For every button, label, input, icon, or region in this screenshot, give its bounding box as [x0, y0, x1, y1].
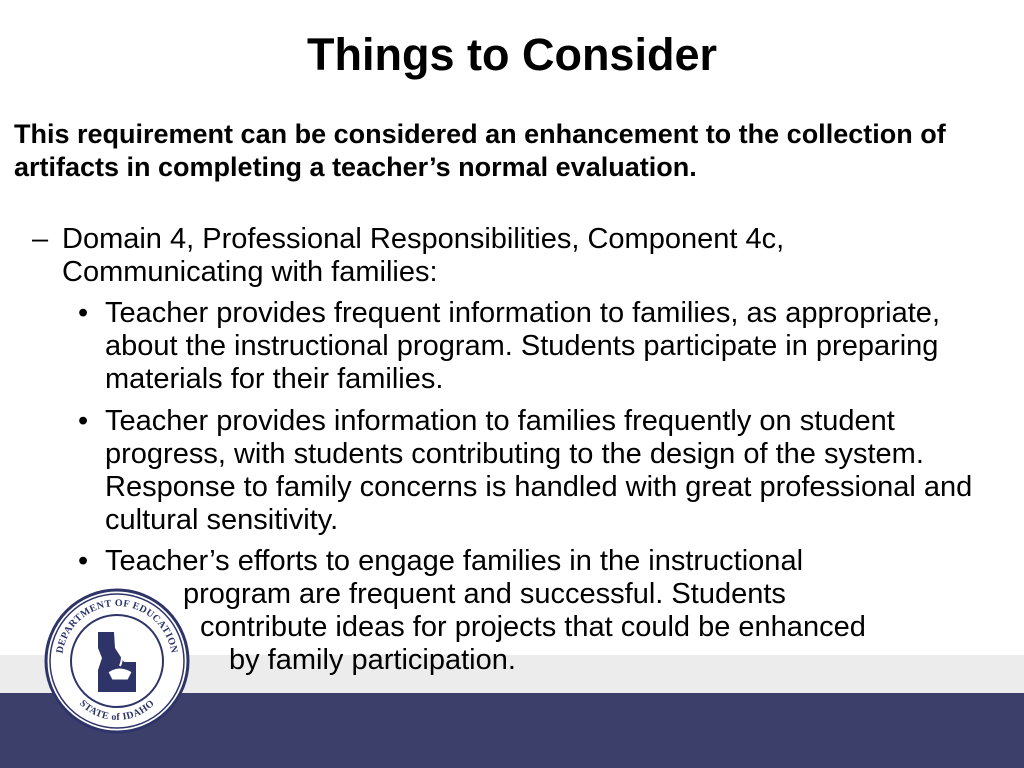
bullet-3-line-4: by family participation.	[229, 644, 516, 676]
bullet-text: Teacher provides information to families frequently on student progress, with students contributing to the design of the system. Response to family concerns is handled with great professional and cultural sensitivity.	[105, 405, 973, 536]
bullet-marker: •	[78, 545, 89, 577]
department-seal-logo	[44, 588, 190, 734]
seal-ring-text-top: DEPARTMENT OF EDUCATION	[54, 597, 180, 655]
bullet-text: Teacher provides frequent information to families, as appropriate, about the instructional program. Students participate in preparing materials for their families.	[105, 297, 940, 395]
sub-item-text: Domain 4, Professional Responsibilities, Component 4c, Communicating with families:	[62, 223, 785, 288]
intro-paragraph: This requirement can be considered an enhancement to the collection of artifacts in completing a teacher’s normal evaluation.	[14, 119, 946, 182]
slide-title: Things to Consider	[307, 29, 717, 80]
bullet-3-line-2: program are frequent and successful. Students	[183, 578, 786, 610]
dash-marker: –	[32, 223, 49, 255]
bullet-3-line-3: contribute ideas for projects that could be enhanced	[200, 611, 866, 643]
bullet-3-line-1: Teacher’s efforts to engage families in the instructional	[105, 545, 804, 577]
seal-ring-text-bottom: STATE of IDAHO	[77, 697, 157, 724]
bullet-marker: •	[78, 297, 89, 329]
bullet-marker: •	[78, 405, 89, 437]
